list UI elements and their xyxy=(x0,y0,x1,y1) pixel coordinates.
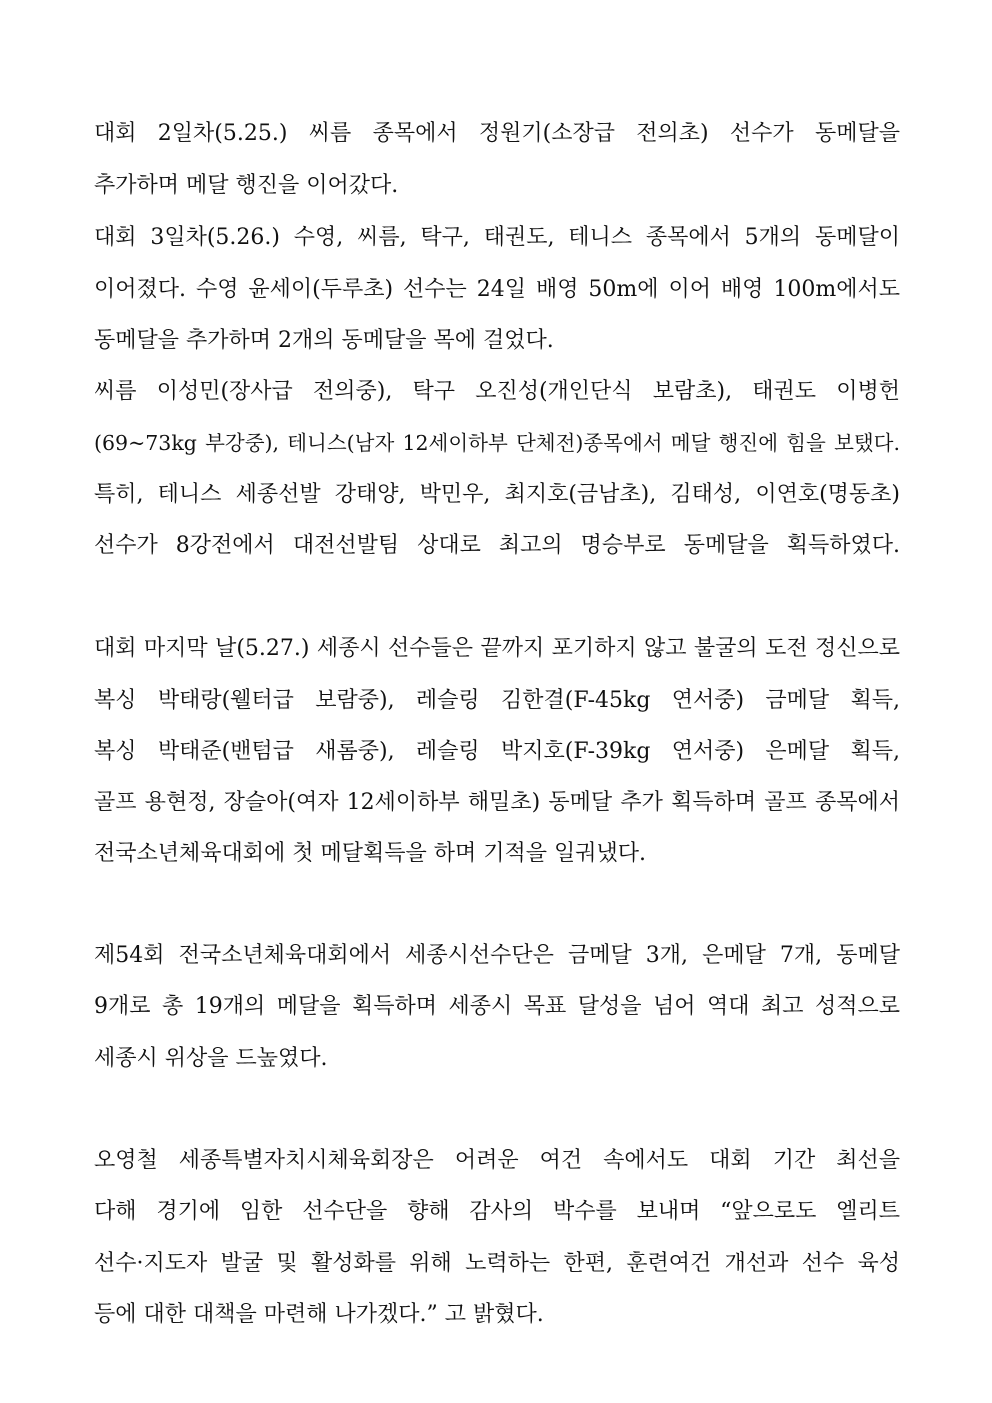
paragraph-4-line-3: 복싱 박태준(밴텀급 새롬중), 레슬링 박지호(F-39kg 연서중) 은메달 획득, xyxy=(94,739,900,764)
paragraph-1-line-2: 추가하며 메달 행진을 이어갔다. xyxy=(94,173,399,198)
paragraph-4-line-4: 골프 용현정, 장슬아(여자 12세이하부 해밀초) 동메달 추가 획득하며 골프 종목에서 xyxy=(94,790,900,815)
paragraph-5-line-2: 9개로 총 19개의 메달을 획득하며 세종시 목표 달성을 넘어 역대 최고 성적으로 xyxy=(94,994,900,1019)
paragraph-6-line-2: 다해 경기에 임한 선수단을 향해 감사의 박수를 보내며 “앞으로도 엘리트 xyxy=(94,1199,900,1224)
paragraph-5-line-3: 세종시 위상을 드높였다. xyxy=(94,1046,328,1071)
paragraph-3-line-2: (69~73kg 부강중), 테니스(남자 12세이하부 단체전)종목에서 메달 행진에 힘을 보탰다. xyxy=(94,431,900,455)
paragraph-4-line-5: 전국소년체육대회에 첫 메달획득을 하며 기적을 일궈냈다. xyxy=(94,841,647,866)
paragraph-5-line-1: 제54회 전국소년체육대회에서 세종시선수단은 금메달 3개, 은메달 7개, 동메달 xyxy=(94,943,900,968)
paragraph-6-line-3: 선수·지도자 발굴 및 활성화를 위해 노력하는 한편, 훈련여건 개선과 선수 육성 xyxy=(94,1251,900,1276)
paragraph-1-line-1: 대회 2일차(5.25.) 씨름 종목에서 정원기(소장급 전의초) 선수가 동메달을 xyxy=(94,121,900,146)
paragraph-3-line-3: 특히, 테니스 세종선발 강태양, 박민우, 최지호(금남초), 김태성, 이연호(명동초) xyxy=(94,482,900,507)
paragraph-3-line-1: 씨름 이성민(장사급 전의중), 탁구 오진성(개인단식 보람초), 태권도 이병헌 xyxy=(94,379,900,404)
paragraph-4-line-1: 대회 마지막 날(5.27.) 세종시 선수들은 끝까지 포기하지 않고 불굴의 도전 정신으로 xyxy=(94,636,900,661)
paragraph-4-line-2: 복싱 박태랑(웰터급 보람중), 레슬링 김한결(F-45kg 연서중) 금메달 획득, xyxy=(94,688,900,713)
paragraph-6-line-4: 등에 대한 대책을 마련해 나가겠다.” 고 밝혔다. xyxy=(94,1302,544,1327)
paragraph-2-line-3: 동메달을 추가하며 2개의 동메달을 목에 걸었다. xyxy=(94,328,554,353)
paragraph-2-line-1: 대회 3일차(5.26.) 수영, 씨름, 탁구, 태권도, 테니스 종목에서 5개의 동메달이 xyxy=(94,225,900,250)
paragraph-3-line-4: 선수가 8강전에서 대전선발팀 상대로 최고의 명승부로 동메달을 획득하였다. xyxy=(94,533,900,558)
paragraph-2-line-2: 이어졌다. 수영 윤세이(두루초) 선수는 24일 배영 50m에 이어 배영 100m에서도 xyxy=(94,277,900,302)
paragraph-6-line-1: 오영철 세종특별자치시체육회장은 어려운 여건 속에서도 대회 기간 최선을 xyxy=(94,1148,900,1173)
